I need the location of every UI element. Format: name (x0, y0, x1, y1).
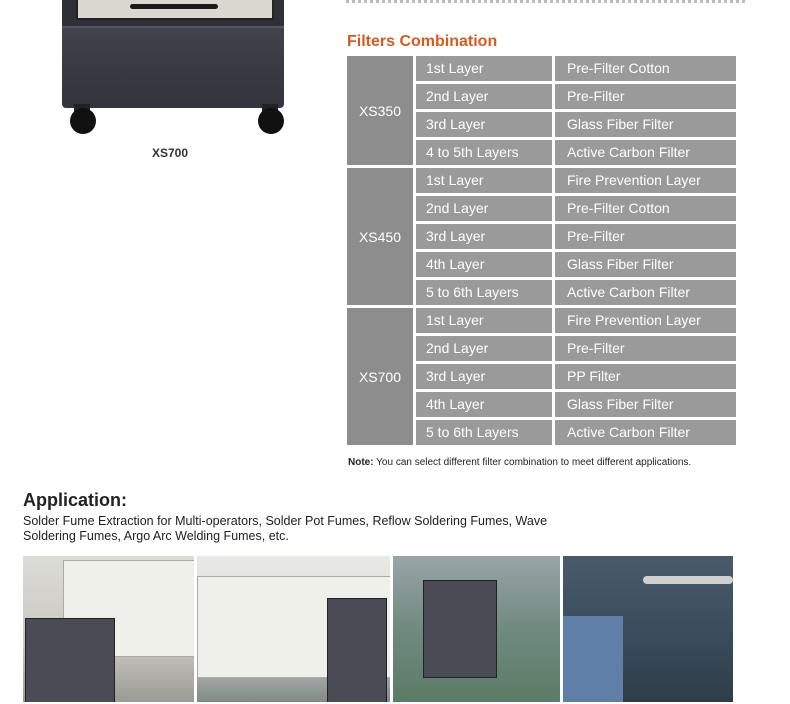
table-row (416, 84, 736, 109)
layer-cell: 4th Layer (416, 252, 552, 277)
filter-cell: Glass Fiber Filter (555, 392, 736, 417)
table-row (416, 56, 736, 81)
dashed-divider (346, 0, 746, 3)
cabinet-handle (130, 4, 218, 9)
layer-cell: 3rd Layer (416, 224, 552, 249)
filter-cell: PP Filter (555, 364, 736, 389)
table-row (416, 420, 736, 445)
layer-cell: 2nd Layer (416, 196, 552, 221)
photo-reflow-oven (197, 556, 390, 702)
product-image (0, 0, 300, 170)
layer-cell: 5 to 6th Layers (416, 420, 552, 445)
filter-group-xs350 (347, 56, 736, 165)
table-row (416, 168, 736, 193)
filter-cell: Fire Prevention Layer (555, 308, 736, 333)
filter-cell: Pre-Filter Cotton (555, 56, 736, 81)
filter-cell: Pre-Filter (555, 336, 736, 361)
layer-cell: 1st Layer (416, 56, 552, 81)
table-row (416, 196, 736, 221)
table-note (348, 457, 691, 468)
table-row (416, 280, 736, 305)
layer-cell: 2nd Layer (416, 336, 552, 361)
filters-title: Filters Combination (347, 33, 498, 50)
operator-shape (563, 616, 623, 702)
table-row (416, 336, 736, 361)
filter-cell: Glass Fiber Filter (555, 252, 736, 277)
filter-group-xs450 (347, 168, 736, 305)
filter-cell: Glass Fiber Filter (555, 112, 736, 137)
filter-cell: Pre-Filter (555, 84, 736, 109)
table-row (416, 252, 736, 277)
note-text: You can select different filter combination to meet different applications. (373, 457, 692, 468)
application-text: Solder Fume Extraction for Multi-operators, Solder Pot Fumes, Reflow Soldering Fumes, Wave Soldering Fumes, Argo Arc Welding Fumes, etc. (23, 514, 548, 543)
filter-cell: Pre-Filter (555, 224, 736, 249)
filter-cell: Active Carbon Filter (555, 140, 736, 165)
table-row (416, 112, 736, 137)
photo-factory-floor (393, 556, 560, 702)
layer-cell: 5 to 6th Layers (416, 280, 552, 305)
photo-operators (563, 556, 733, 702)
wheel-left (70, 108, 96, 134)
cabinet-seam (62, 26, 284, 28)
layer-cell: 3rd Layer (416, 112, 552, 137)
extractor-unit (25, 618, 115, 702)
application-title: Application: (23, 490, 127, 510)
filter-cell: Active Carbon Filter (555, 280, 736, 305)
table-row (416, 140, 736, 165)
layer-cell: 2nd Layer (416, 84, 552, 109)
table-row (416, 308, 736, 333)
model-cell: XS350 (347, 56, 413, 165)
model-cell: XS700 (347, 308, 413, 445)
filter-cell: Fire Prevention Layer (555, 168, 736, 193)
table-row (416, 392, 736, 417)
filter-cell: Pre-Filter Cotton (555, 196, 736, 221)
cabinet-window (76, 0, 274, 20)
fume-arm (643, 576, 733, 584)
layer-cell: 4 to 5th Layers (416, 140, 552, 165)
filter-cell: Active Carbon Filter (555, 420, 736, 445)
extractor-unit (327, 598, 387, 702)
application-photos (23, 556, 733, 702)
layer-cell: 4th Layer (416, 392, 552, 417)
table-row (416, 364, 736, 389)
product-caption: XS700 (152, 146, 189, 160)
layer-cell: 1st Layer (416, 168, 552, 193)
wheel-right (258, 108, 284, 134)
photo-wave-soldering (23, 556, 194, 702)
layer-cell: 3rd Layer (416, 364, 552, 389)
layer-cell: 1st Layer (416, 308, 552, 333)
model-cell: XS450 (347, 168, 413, 305)
filters-table (347, 56, 736, 448)
filter-group-xs700 (347, 308, 736, 445)
note-label: Note: (348, 457, 374, 468)
extractor-unit (423, 580, 497, 678)
table-row (416, 224, 736, 249)
